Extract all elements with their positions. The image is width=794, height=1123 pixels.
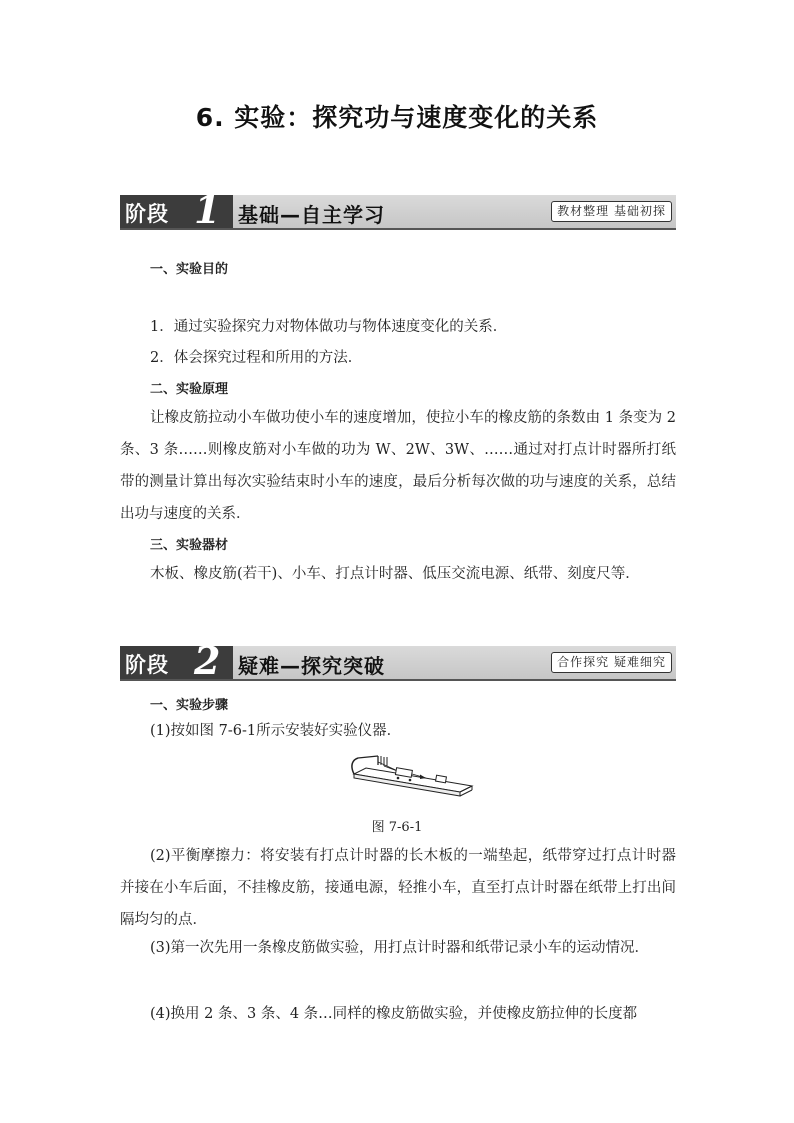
stage1-title: 基础—自主学习 (238, 203, 385, 227)
heading-steps: 一、实验步骤 (150, 698, 229, 713)
step-1: (1)按如图 7-6-1所示安装好实验仪器． (150, 723, 402, 739)
stage2-banner (120, 638, 676, 683)
stage2-tag: 合作探究 疑难细究 (551, 652, 672, 673)
stage2-number: 2 (194, 638, 221, 683)
principle-paragraph: 让橡皮筋拉动小车做功使小车的速度增加，使拉小车的橡皮筋的条数由 1 条变为 2 条、3 条……则橡皮筋对小车做的功为 W、2W、3W、……通过对打点计时器所打纸带的测量计算出每次实验结束时小车的速度，最后分析每次做的功与速度的关系，总结出功与速度的关系． (120, 410, 676, 522)
purpose-item-2: 2．体会探究过程和所用的方法． (150, 350, 363, 366)
step-4: (4)换用 2 条、3 条、4 条…同样的橡皮筋做实验，并使橡皮筋拉伸的长度都 (150, 1006, 638, 1022)
stage1-banner (120, 187, 676, 232)
step-2: (2)平衡摩擦力：将安装有打点计时器的长木板的一端垫起，纸带穿过打点计时器并接在小车后面，不挂橡皮筋，接通电源，轻推小车，直至打点计时器在纸带上打出间隔均匀的点． (120, 848, 676, 928)
stage1-number: 1 (194, 187, 221, 232)
heading-principle: 二、实验原理 (150, 382, 229, 397)
equipment-paragraph: 木板、橡皮筋(若干)、小车、打点计时器、低压交流电源、纸带、刻度尺等． (150, 566, 640, 582)
stage1-label: 阶段 (125, 202, 169, 226)
apparatus-figure (348, 752, 478, 806)
stage1-label-box (120, 187, 233, 232)
stage2-label: 阶段 (125, 653, 169, 677)
heading-purpose: 一、实验目的 (150, 262, 229, 277)
stage2-title: 疑难—探究突破 (238, 654, 385, 678)
purpose-item-1: 1．通过实验探究力对物体做功与物体速度变化的关系． (150, 319, 508, 335)
stage1-tag: 教材整理 基础初探 (551, 201, 672, 222)
stage2-label-box (120, 638, 233, 683)
page-title: 6. 实验：探究功与速度变化的关系 (195, 103, 599, 132)
heading-equipment: 三、实验器材 (150, 538, 229, 553)
figure-caption: 图 7-6-1 (371, 820, 423, 835)
step-3: (3)第一次先用一条橡皮筋做实验，用打点计时器和纸带记录小车的运动情况． (150, 940, 650, 956)
